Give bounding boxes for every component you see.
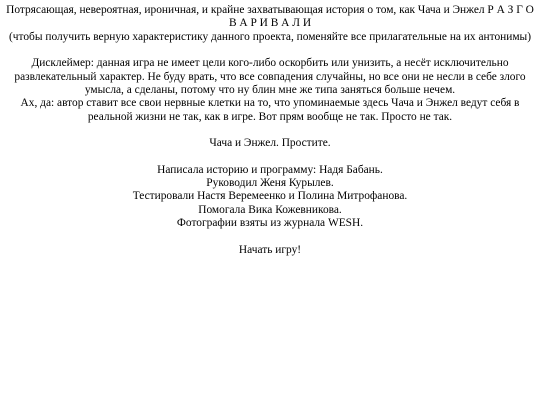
credits-block (6, 164, 534, 231)
disclaimer-aside: Ах, да: автор ставит все свои нервные клетки на то, что упоминаемые здесь Чача и Энжел ведут себя в реальной жизни не так, как в игре. Вот прям вообще не так. Просто не так. (20, 97, 520, 123)
credit-line: Написала историю и программу: Надя Бабань. (157, 163, 383, 176)
apology-text: Чача и Энжел. Простите. (209, 137, 331, 150)
disclaimer-block (6, 57, 534, 124)
intro-block (6, 4, 534, 44)
credit-line: Руководил Женя Курылев. (206, 177, 334, 190)
credit-line: Тестировали Настя Веремеенко и Полина Митрофанова. (132, 190, 408, 203)
start-row (6, 244, 534, 257)
start-game-button[interactable]: Начать игру! (238, 243, 302, 256)
credit-line: Помогала Вика Кожевникова. (198, 203, 342, 216)
antonym-note: (чтобы получить верную характеристику данного проекта, поменяйте все прилагательные на их антонимы) (9, 30, 531, 43)
credit-line: Фотографии взяты из журнала WESH. (176, 217, 364, 230)
story-title: Потрясающая, невероятная, ироничная, и крайне захватывающая история о том, как Чача и Энжел Р А З Г О В А Р И В А Л И (6, 4, 534, 30)
disclaimer-text: Дисклеймер: данная игра не имеет цели кого-либо оскорбить или унизить, а несёт исключительно развлекательный характер. Не буду врать, что все совпадения случайны, но все они не несли в себе злого умысла, а сделаны, потому что ну блин мне же типа заняться больше нечем. (14, 57, 526, 97)
